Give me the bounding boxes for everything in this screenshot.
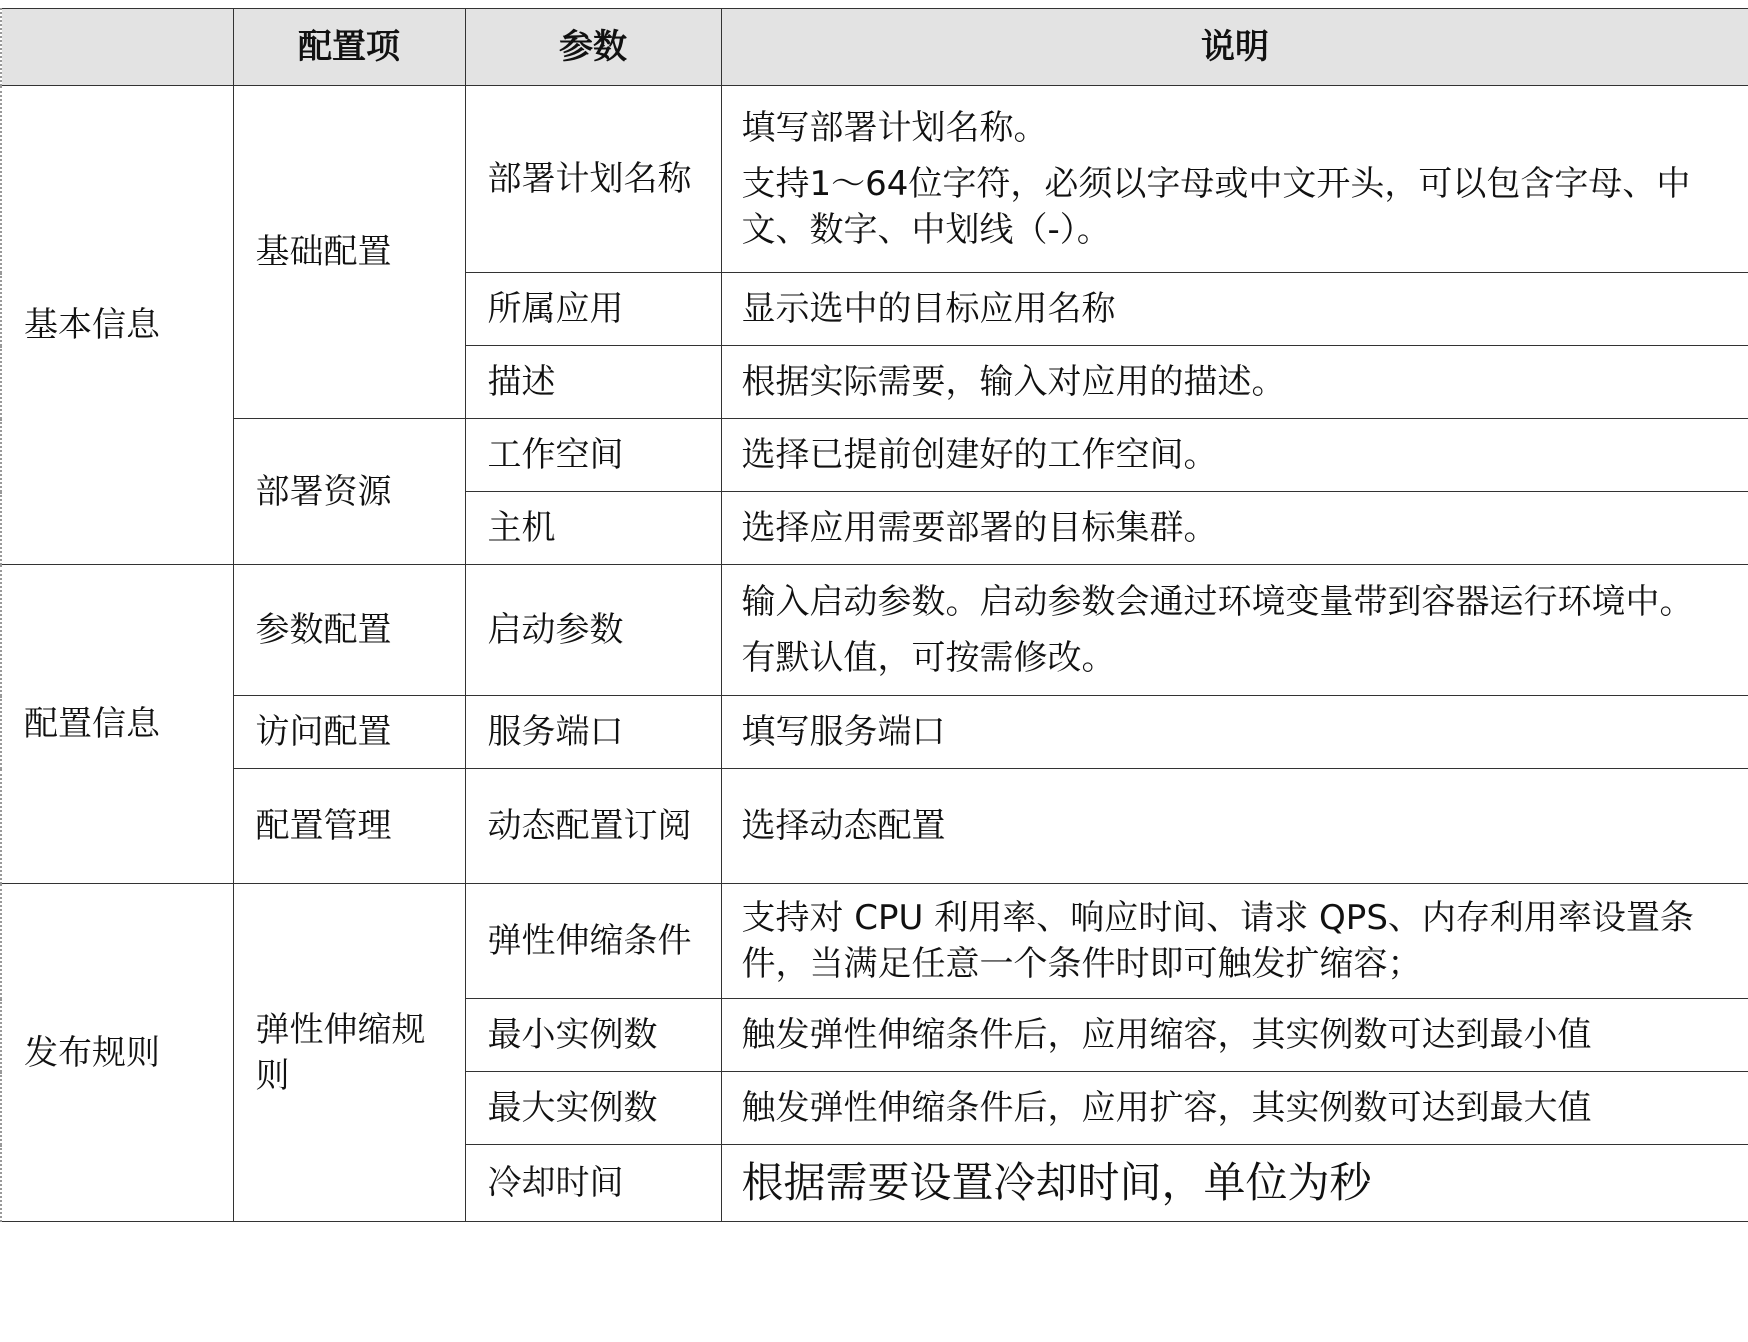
param-cell: 冷却时间 [465,1145,721,1222]
desc-line: 输入启动参数。启动参数会通过环境变量带到容器运行环境中。 [741,582,1694,622]
table-row [1,696,1748,769]
param-cell: 弹性伸缩条件 [465,884,721,999]
header-config-item: 配置项 [233,9,465,86]
desc-line: 填写部署计划名称。 [741,108,1048,148]
param-cell: 动态配置订阅 [465,769,721,884]
desc-line: 支持1～64位字符，必须以字母或中文开头，可以包含字母、中文、数字、中划线（-）。 [741,164,1691,250]
desc-cell: 触发弹性伸缩条件后，应用扩容，其实例数可达到最大值 [721,1072,1748,1145]
param-cell: 部署计划名称 [465,86,721,273]
header-blank [1,9,233,86]
param-cell: 工作空间 [465,419,721,492]
param-cell: 主机 [465,492,721,565]
desc-cell: 填写服务端口 [721,696,1748,769]
group-cell: 配置信息 [1,565,233,884]
header-description: 说明 [721,9,1748,86]
table-row [1,419,1748,492]
param-cell: 最大实例数 [465,1072,721,1145]
config-table-container [0,8,1748,1222]
subgroup-cell: 访问配置 [233,696,465,769]
table-header-row [1,9,1748,86]
desc-cell: 显示选中的目标应用名称 [721,273,1748,346]
subgroup-cell: 部署资源 [233,419,465,565]
desc-cell: 选择已提前创建好的工作空间。 [721,419,1748,492]
desc-cell [721,86,1748,273]
desc-cell: 选择应用需要部署的目标集群。 [721,492,1748,565]
subgroup-cell: 配置管理 [233,769,465,884]
param-cell: 最小实例数 [465,999,721,1072]
desc-cell: 触发弹性伸缩条件后，应用缩容，其实例数可达到最小值 [721,999,1748,1072]
group-cell: 发布规则 [1,884,233,1222]
subgroup-cell: 参数配置 [233,565,465,696]
param-cell: 启动参数 [465,565,721,696]
header-parameter: 参数 [465,9,721,86]
desc-cell: 选择动态配置 [721,769,1748,884]
desc-cell: 支持对 CPU 利用率、响应时间、请求 QPS、内存利用率设置条件，当满足任意一个条件时即可触发扩缩容； [721,884,1748,999]
param-cell: 所属应用 [465,273,721,346]
table-row [1,884,1748,999]
desc-cell: 根据需要设置冷却时间，单位为秒 [721,1145,1748,1222]
subgroup-cell: 基础配置 [233,86,465,419]
table-row [1,86,1748,273]
group-cell: 基本信息 [1,86,233,565]
desc-cell: 根据实际需要，输入对应用的描述。 [721,346,1748,419]
param-cell: 服务端口 [465,696,721,769]
subgroup-cell: 弹性伸缩规则 [233,884,465,1222]
config-table [0,8,1748,1222]
desc-line: 有默认值，可按需修改。 [741,638,1116,678]
desc-cell [721,565,1748,696]
table-row [1,565,1748,696]
param-cell: 描述 [465,346,721,419]
table-row [1,769,1748,884]
